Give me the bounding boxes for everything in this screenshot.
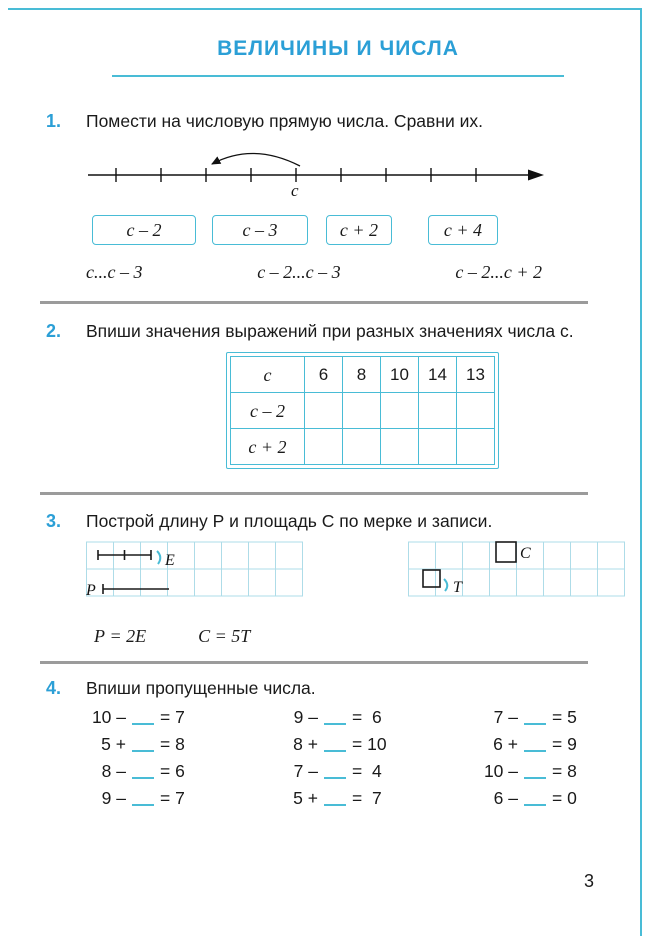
equation-left: 6 – xyxy=(493,788,518,808)
equation-left: 7 – xyxy=(293,761,318,781)
equation-column xyxy=(478,704,577,812)
equation-right: = 8 xyxy=(160,734,185,754)
measure-label: Е xyxy=(165,552,175,569)
equation-left: 6 + xyxy=(493,734,518,754)
page-title: ВЕЛИЧИНЫ И ЧИСЛА xyxy=(217,37,459,60)
equation xyxy=(478,731,577,758)
measure-square xyxy=(423,570,440,587)
exercise-4-text: Впиши пропущенные числа. xyxy=(86,678,316,698)
expression-box: с + 2 xyxy=(326,215,392,245)
title-rule xyxy=(112,75,564,77)
equation-left: 5 + xyxy=(293,788,318,808)
equation-left: 10 – xyxy=(483,761,518,781)
equation xyxy=(478,785,577,812)
equation-right: = 7 xyxy=(160,707,185,727)
expression-box: с + 4 xyxy=(428,215,498,245)
section-divider xyxy=(40,492,588,495)
table-header-cell: 8 xyxy=(343,357,381,393)
table-empty-cell xyxy=(305,393,343,429)
comparison-item: с...с – 3 xyxy=(86,262,143,282)
equation xyxy=(278,785,478,812)
table-empty-cell xyxy=(343,429,381,465)
point-label: с xyxy=(291,181,299,197)
exercise-1-text: Помести на числовую прямую числа. Сравни их. xyxy=(86,111,484,131)
expression-box: с – 2 xyxy=(92,215,196,245)
equation xyxy=(278,704,478,731)
section-divider xyxy=(40,661,588,664)
comparison-item: с – 2...с – 3 xyxy=(257,262,341,282)
table-header-variable: с xyxy=(231,357,305,393)
equation-right: = 9 xyxy=(552,734,577,754)
target-segment-start xyxy=(103,584,169,594)
equation-column xyxy=(86,704,278,812)
answer-blank xyxy=(524,767,546,779)
formulas-row xyxy=(94,624,630,648)
grid-lines xyxy=(86,542,303,596)
measure-mark-icon xyxy=(157,551,160,564)
measure-segment xyxy=(98,550,151,560)
page-number: 3 xyxy=(583,871,594,891)
table-row-label: с – 2 xyxy=(231,393,305,429)
table-empty-cell xyxy=(457,393,495,429)
equation xyxy=(86,731,278,758)
equation-left: 8 + xyxy=(293,734,318,754)
equation xyxy=(86,704,278,731)
figures-row xyxy=(86,541,630,611)
table-empty-cell xyxy=(343,393,381,429)
answer-blank xyxy=(524,794,546,806)
table-header-cell: 14 xyxy=(419,357,457,393)
equation-left: 9 – xyxy=(101,788,126,808)
equation-right: = 0 xyxy=(552,788,577,808)
measure-mark-icon xyxy=(444,579,447,591)
equation-right: = 7 xyxy=(352,788,382,808)
exercise-3-number: 3. xyxy=(46,511,62,531)
equation-right: = 5 xyxy=(552,707,577,727)
answer-blank xyxy=(132,740,154,752)
formula-area: С = 5Т xyxy=(198,626,251,646)
equation-left: 9 – xyxy=(293,707,318,727)
equation-left: 7 – xyxy=(493,707,518,727)
answer-blank xyxy=(132,794,154,806)
measure-label: Т xyxy=(453,579,462,596)
comparison-item: с – 2...с + 2 xyxy=(455,262,542,282)
exercise-4-number: 4. xyxy=(46,678,62,698)
exercise-1 xyxy=(46,109,630,284)
equation xyxy=(478,758,577,785)
section-divider xyxy=(40,301,588,304)
table-header-row xyxy=(231,357,495,393)
exercise-1-number: 1. xyxy=(46,111,62,131)
equation-right: = 8 xyxy=(552,761,577,781)
exercise-2-text: Впиши значения выражений при разных значениях числа с. xyxy=(86,321,574,341)
equation xyxy=(278,758,478,785)
answer-blank xyxy=(132,767,154,779)
equation-right: = 6 xyxy=(160,761,185,781)
answer-blank xyxy=(324,713,346,725)
answer-blank xyxy=(524,713,546,725)
equation xyxy=(278,731,478,758)
number-line-figure xyxy=(88,141,630,203)
exercise-2 xyxy=(46,319,630,475)
table-header-cell: 10 xyxy=(381,357,419,393)
formula-length: Р = 2Е xyxy=(94,626,147,646)
answer-blank xyxy=(324,740,346,752)
answer-blank xyxy=(324,794,346,806)
axis-arrowhead-icon xyxy=(528,170,544,181)
table-header-cell: 6 xyxy=(305,357,343,393)
comparison-row xyxy=(86,260,542,284)
exercise-3-text: Построй длину Р и площадь С по мерке и записи. xyxy=(86,511,493,531)
equation-left: 8 – xyxy=(101,761,126,781)
table-empty-cell xyxy=(381,429,419,465)
equations-grid xyxy=(86,704,630,812)
expression-boxes xyxy=(92,215,630,245)
target-label: Р xyxy=(86,582,96,599)
equation xyxy=(86,785,278,812)
answer-blank xyxy=(524,740,546,752)
table-empty-cell xyxy=(419,393,457,429)
table-empty-cell xyxy=(457,429,495,465)
values-table xyxy=(226,352,499,469)
expression-box: с – 3 xyxy=(212,215,308,245)
equation-right: = 4 xyxy=(352,761,382,781)
equation-left: 5 + xyxy=(101,734,126,754)
table-empty-cell xyxy=(381,393,419,429)
target-label: С xyxy=(520,545,531,562)
length-grid-figure xyxy=(86,541,306,611)
answer-blank xyxy=(324,767,346,779)
answer-blank xyxy=(132,713,154,725)
equation xyxy=(86,758,278,785)
equation xyxy=(478,704,577,731)
table-row xyxy=(231,429,495,465)
area-grid-figure xyxy=(408,541,630,611)
table-empty-cell xyxy=(305,429,343,465)
exercise-4 xyxy=(46,676,630,812)
jump-arc-arrow xyxy=(212,153,300,166)
equation-right: = 7 xyxy=(160,788,185,808)
exercise-3 xyxy=(46,509,630,648)
equation-left: 10 – xyxy=(91,707,126,727)
table-header-cell: 13 xyxy=(457,357,495,393)
target-square xyxy=(496,542,516,562)
exercise-2-number: 2. xyxy=(46,321,62,341)
equation-column xyxy=(278,704,478,812)
table-row-label: с + 2 xyxy=(231,429,305,465)
table-row xyxy=(231,393,495,429)
equation-right: = 6 xyxy=(352,707,382,727)
table-empty-cell xyxy=(419,429,457,465)
equation-right: = 10 xyxy=(352,734,387,754)
number-line xyxy=(88,141,548,197)
